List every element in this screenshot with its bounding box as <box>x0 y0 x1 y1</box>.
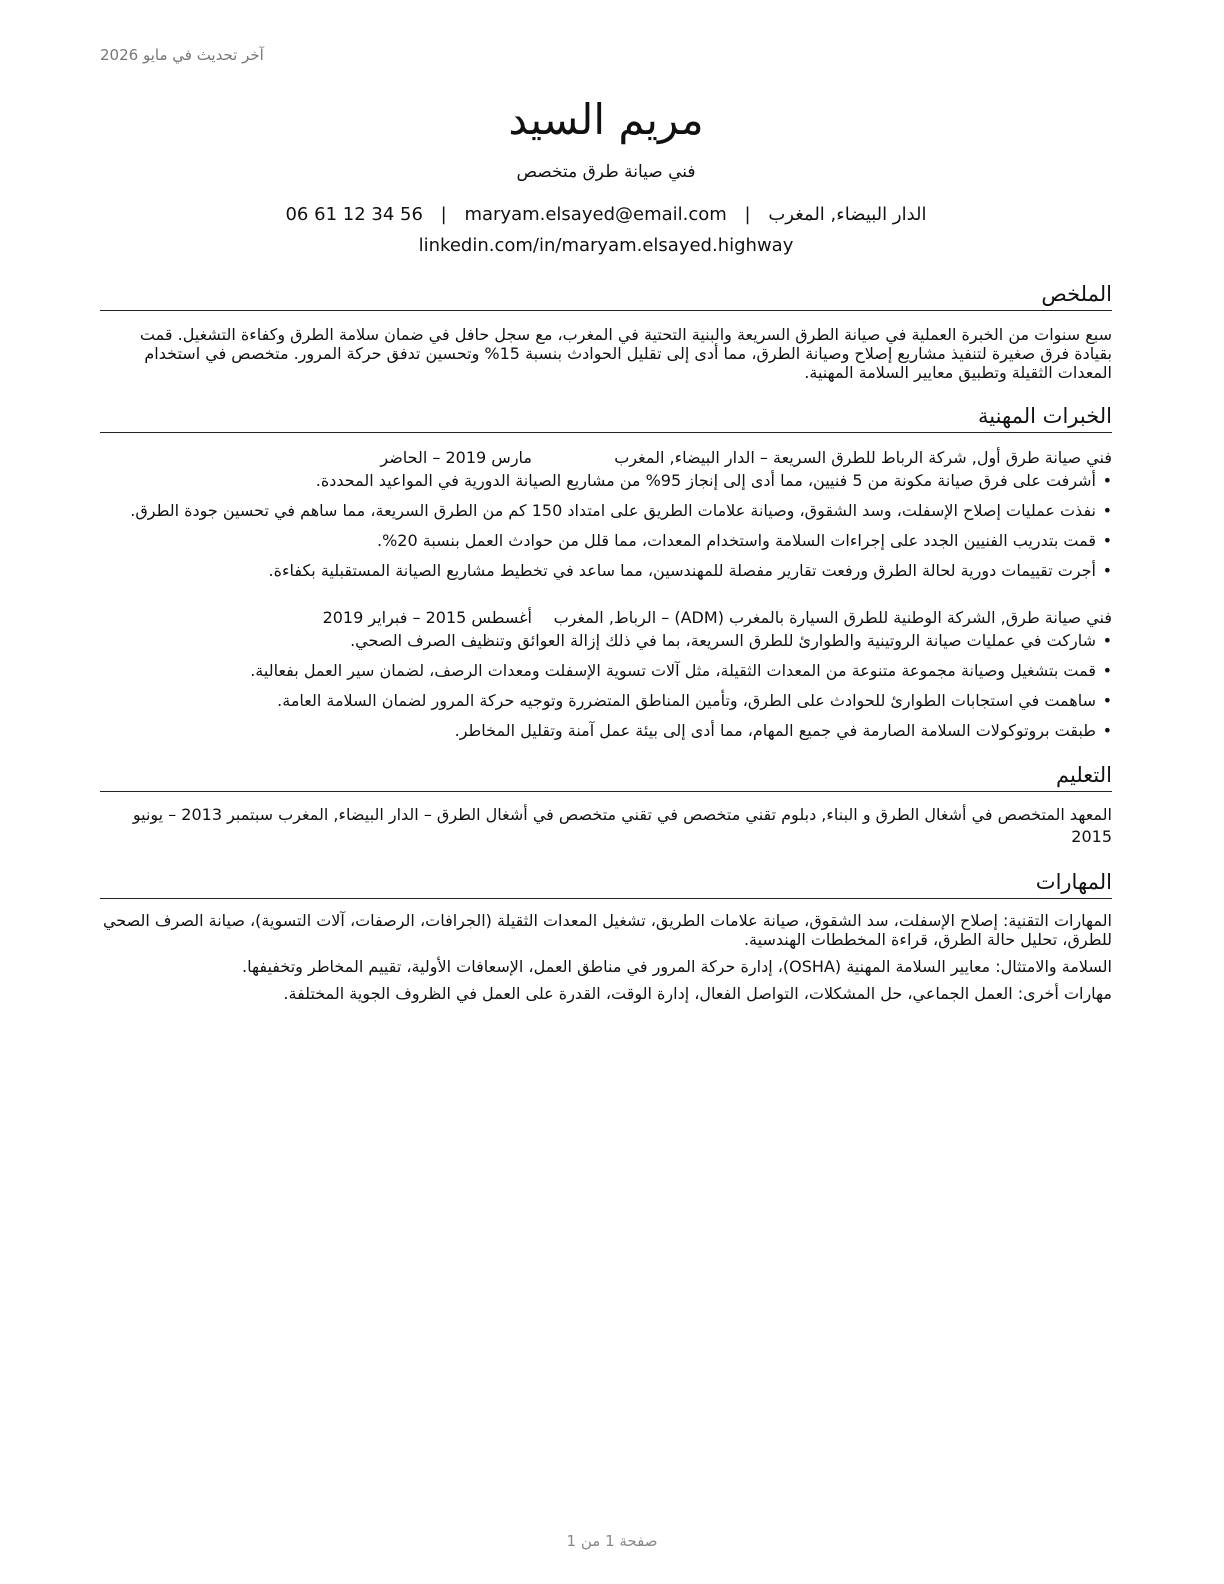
list-item: • نفذت عمليات إصلاح الإسفلت، وسد الشقوق، وصيانة علامات الطريق على امتداد 150 كم من الطرق السريعة، مما ساهم في تحسين جودة الطرق. <box>100 501 1112 521</box>
contact-info <box>100 202 1112 228</box>
list-item: • طبقت بروتوكولات السلامة الصارمة في جميع المهام، مما أدى إلى بيئة عمل آمنة وتقليل المخاطر. <box>100 721 1112 741</box>
list-item: • أشرفت على فرق صيانة مكونة من 5 فنيين، مما أدى إلى إنجاز 95% من مشاريع الصيانة الدورية في المواعيد المحددة. <box>100 471 1112 491</box>
page-number: صفحة 1 من 1 <box>566 1532 658 1550</box>
experience-section <box>100 402 1112 741</box>
location: الدار البيضاء, المغرب <box>768 204 927 225</box>
summary-section <box>100 280 1112 382</box>
skills-safety: السلامة والامتثال: معايير السلامة المهنية (OSHA)، إدارة حركة المرور في مناطق العمل، الإسعافات الأولية، تقييم المخاطر وتخفيفها. <box>242 957 1112 976</box>
skills-section <box>100 868 1112 1003</box>
summary-text: سبع سنوات من الخبرة العملية في صيانة الطرق السريعة والبنية التحتية في المغرب، مع سجل حافل في ضمان سلامة الطرق وكفاءة التشغيل. قمت بقيادة فرق صغيرة لتنفيذ مشاريع إصلاح وصيانة الطرق، مما أدى إلى تقليل الحوادث بنسبة 15% وتحسين تدفق حركة المرور. متخصص في استخدام المعدات الثقيلة وتطبيق معايير السلامة المهنية. <box>139 325 1112 382</box>
skills-other: مهارات أخرى: العمل الجماعي، حل المشكلات، التواصل الفعال، إدارة الوقت، القدرة على العمل في الظروف الجوية المختلفة. <box>283 984 1112 1003</box>
job-entry <box>100 607 1112 741</box>
summary-heading: الملخص <box>100 280 1112 311</box>
experience-heading: الخبرات المهنية <box>100 402 1112 433</box>
job-dates: أغسطس 2015 – فبراير 2019 <box>322 608 532 627</box>
job-bullets <box>100 631 1112 741</box>
phone-number: 06 61 12 34 56 <box>285 204 423 225</box>
job-entry <box>100 447 1112 581</box>
list-item: • شاركت في عمليات صيانة الروتينية والطوارئ للطرق السريعة، بما في ذلك إزالة العوائق وتنظيف الصرف الصحي. <box>100 631 1112 651</box>
education-section <box>100 761 1112 848</box>
list-item: • أجرت تقييمات دورية لحالة الطرق ورفعت تقارير مفصلة للمهندسين، مما ساعد في تخطيط مشاريع الصيانة المستقبلية بكفاءة. <box>100 561 1112 581</box>
skills-heading: المهارات <box>100 868 1112 899</box>
linkedin-link[interactable]: linkedin.com/in/maryam.elsayed.highway <box>418 235 794 256</box>
job-bullets <box>100 471 1112 581</box>
education-entry: المعهد المتخصص في أشغال الطرق و البناء, دبلوم تقني متخصص في تقني متخصص في أشغال الطرق – الدار البيضاء, المغرب سبتمبر 2013 – يونيو 2015 <box>132 805 1112 846</box>
job-dates: مارس 2019 – الحاضر <box>380 448 532 467</box>
job-role: فني صيانة طرق, الشركة الوطنية للطرق السيارة بالمغرب (ADM) – الرباط, المغرب <box>553 608 1112 627</box>
job-title: فني صيانة طرق متخصص <box>516 162 696 182</box>
last-updated-note: آخر تحديث في مايو 2026 <box>100 46 264 64</box>
candidate-name: مريم السيد <box>508 95 704 144</box>
list-item: • قمت بتشغيل وصيانة مجموعة متنوعة من المعدات الثقيلة، مثل آلات تسوية الإسفلت ومعدات الرصف، لضمان سير العمل بفعالية. <box>100 661 1112 681</box>
education-heading: التعليم <box>100 761 1112 792</box>
job-role: فني صيانة طرق أول, شركة الرباط للطرق السريعة – الدار البيضاء, المغرب <box>614 448 1112 467</box>
list-item: • ساهمت في استجابات الطوارئ للحوادث على الطرق، وتأمين المناطق المتضررة وتوجيه حركة المرور لضمان السلامة العامة. <box>100 691 1112 711</box>
list-item: • قمت بتدريب الفنيين الجدد على إجراءات السلامة واستخدام المعدات، مما قلل من حوادث العمل بنسبة 20%. <box>100 531 1112 551</box>
separator: | <box>440 204 447 225</box>
skills-technical: المهارات التقنية: إصلاح الإسفلت، سد الشقوق، صيانة علامات الطريق، تشغيل المعدات الثقيلة (الجرافات، الرصفات، آلات التسوية)، صيانة الصرف الصحي للطرق، تحليل حالة الطرق، قراءة المخططات الهندسية. <box>102 911 1112 949</box>
resume-sheet <box>100 92 1112 1003</box>
email-link[interactable]: maryam.elsayed@email.com <box>464 204 727 225</box>
separator: | <box>744 204 751 225</box>
